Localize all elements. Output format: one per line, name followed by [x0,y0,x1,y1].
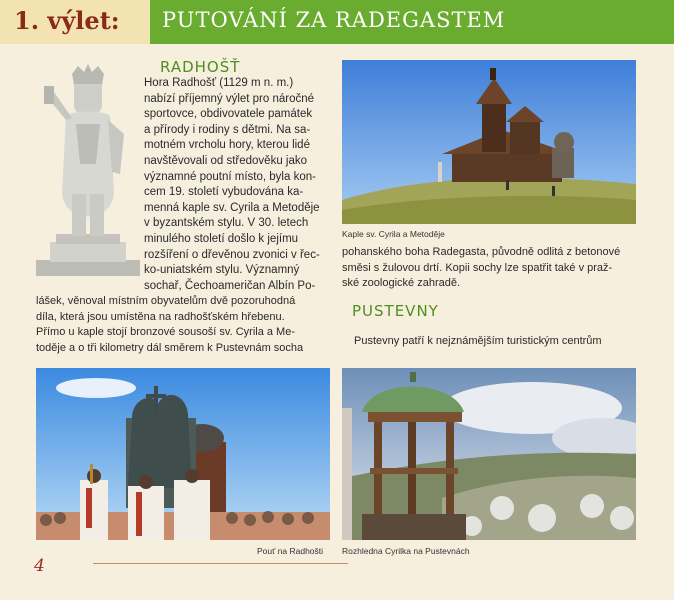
text-line: nabízí příjemný výlet pro náročné [144,92,315,105]
footer-rule [93,563,348,564]
radegast-statue-image [36,64,140,276]
section-heading-pustevny: PUSTEVNY [352,302,439,320]
radhost-text-full [36,294,332,356]
pilgrimage-photo [36,368,330,540]
text-line: v byzantském stylu. V 30. letech [144,217,309,230]
text-line: Hora Radhošť (1129 m n. m.) [144,77,294,89]
lookout-photo [342,368,636,540]
text-line: menná kaple sv. Cyrila a Metoděje [144,201,320,214]
radegast-continuation-text [342,245,642,292]
pustevny-text: Pustevny patří k nejznámějším turistickým centrům [354,335,602,347]
text-line: toděje a o tři kilometry dál směrem k Pustevnám socha [36,341,304,354]
text-line: sochař, Čechoameričan Albín Po- [144,279,316,292]
chapter-number: 1. výlet: [14,6,120,35]
text-line: Přímo u kaple stojí bronzové sousoší sv. Cyrila a Me- [36,326,296,339]
text-line: lášek, věnoval místním obyvatelům dvě pozoruhodná [36,295,296,307]
text-line: směsi s žulovou drtí. Kopii sochy lze spatřit také v praž- [342,261,613,274]
chapel-photo [342,60,636,224]
page-number: 4 [34,556,45,576]
text-line: a přírody i rodiny s dětmi. Na sa- [144,123,311,136]
text-line: cem 19. století vybudována ka- [144,186,304,199]
text-line: rozšíření o dřevěnou zvonici v řec- [144,248,320,261]
chapel-caption: Kaple sv. Cyrila a Metoděje [342,229,445,239]
text-line: ko-uniatském stylu. Významný [144,264,300,277]
text-line: sportovce, obdivovatele památek [144,108,313,121]
text-line: pohanského boha Radegasta, původně odlitá z betonové [342,246,621,258]
text-line: navštěvovali od středověku jako [144,154,308,167]
text-line: motném vrcholu hory, kterou lidé [144,139,310,152]
section-heading-radhost: RADHOŠŤ [160,58,241,76]
text-line: minulého století došlo k jejímu [144,232,299,245]
pilgrimage-caption: Pouť na Radhošti [257,546,324,556]
text-line: významné poutní místo, byla kon- [144,170,316,183]
chapter-title: PUTOVÁNÍ ZA RADEGASTEM [162,8,506,32]
lookout-caption: Rozhledna Cyrilka na Pustevnách [342,546,470,556]
radhost-text-indented [144,76,332,294]
text-line: díla, která jsou umístěna na radhošťském hřebenu. [36,310,285,323]
text-line: ské zoologické zahradě. [342,277,461,290]
